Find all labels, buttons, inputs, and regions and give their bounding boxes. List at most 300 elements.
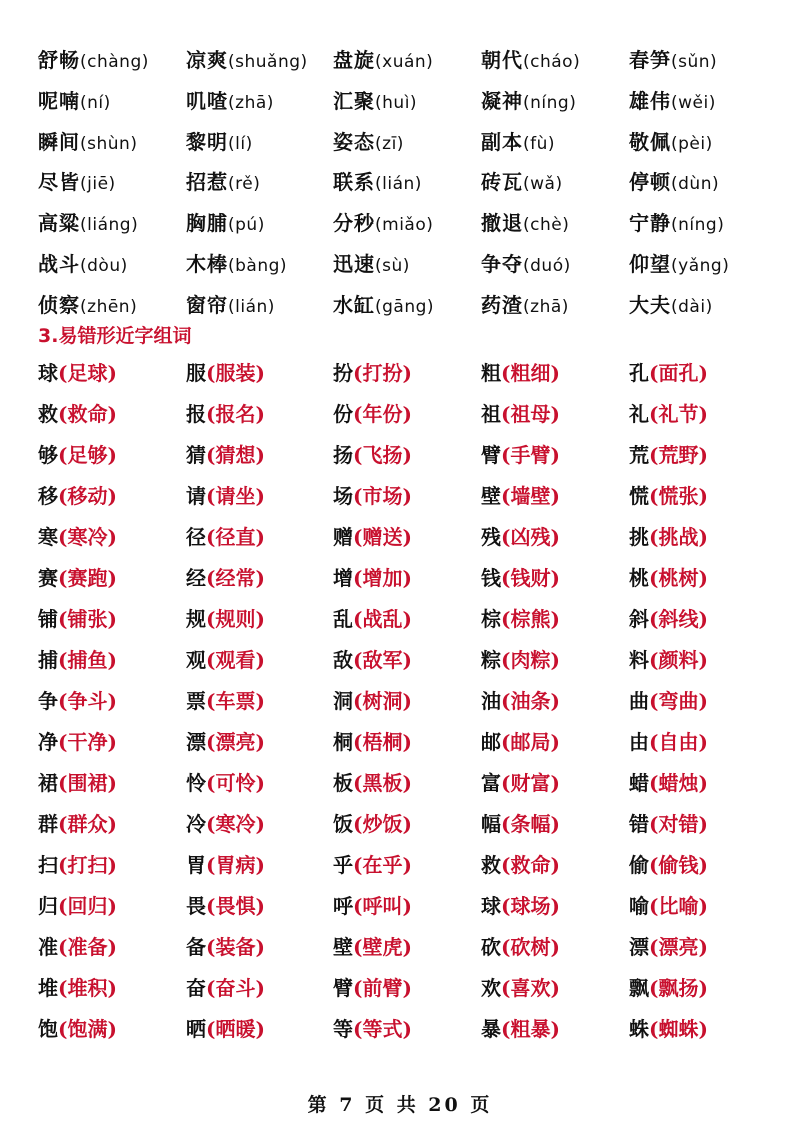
close-paren: ) bbox=[698, 730, 708, 754]
open-paren: ( bbox=[58, 976, 68, 1000]
open-paren: ( bbox=[206, 402, 216, 426]
entry-pinyin: dài bbox=[678, 296, 706, 317]
open-paren: ( bbox=[501, 935, 511, 959]
open-paren: ( bbox=[206, 443, 216, 467]
pinyin-entry bbox=[38, 162, 116, 204]
open-paren: ( bbox=[671, 215, 679, 236]
open-paren: ( bbox=[58, 525, 68, 549]
open-paren: ( bbox=[206, 894, 216, 918]
close-paren: ) bbox=[705, 133, 713, 154]
close-paren: ) bbox=[402, 402, 412, 426]
close-paren: ) bbox=[563, 255, 571, 276]
entry-character: 胃 bbox=[186, 853, 206, 877]
entry-character: 裙 bbox=[38, 771, 58, 795]
close-paren: ) bbox=[550, 566, 560, 590]
open-paren: ( bbox=[353, 812, 363, 836]
entry-pinyin: cháo bbox=[530, 52, 574, 72]
entry-character: 球 bbox=[481, 894, 501, 918]
entry-character: 粽 bbox=[481, 648, 501, 672]
entry-character: 料 bbox=[629, 648, 649, 672]
open-paren: ( bbox=[523, 174, 531, 195]
open-paren: ( bbox=[649, 402, 659, 426]
open-paren: ( bbox=[58, 730, 68, 754]
close-paren: ) bbox=[107, 1017, 117, 1041]
word-group-entry bbox=[333, 558, 412, 598]
entry-character: 捕 bbox=[38, 648, 58, 672]
word-group-entry bbox=[333, 435, 412, 475]
entry-group-word: 增加 bbox=[362, 566, 403, 590]
entry-group-word: 斜线 bbox=[658, 607, 699, 631]
open-paren: ( bbox=[353, 484, 363, 508]
entry-word: 盘旋 bbox=[333, 48, 375, 72]
entry-group-word: 壁虎 bbox=[362, 935, 403, 959]
close-paren: ) bbox=[550, 1017, 560, 1041]
entry-group-word: 弯曲 bbox=[658, 689, 699, 713]
open-paren: ( bbox=[375, 215, 383, 236]
open-paren: ( bbox=[206, 525, 216, 549]
open-paren: ( bbox=[80, 92, 88, 113]
entry-group-word: 胃病 bbox=[215, 853, 256, 877]
word-group-entry bbox=[38, 968, 117, 1008]
close-paren: ) bbox=[402, 894, 412, 918]
entry-character: 挑 bbox=[629, 525, 649, 549]
entry-pinyin: wěi bbox=[678, 92, 709, 113]
close-paren: ) bbox=[255, 566, 265, 590]
open-paren: ( bbox=[375, 92, 383, 113]
entry-character: 桃 bbox=[629, 566, 649, 590]
open-paren: ( bbox=[58, 689, 68, 713]
close-paren: ) bbox=[108, 174, 116, 195]
pinyin-entry bbox=[186, 122, 253, 164]
entry-group-word: 铺张 bbox=[67, 607, 108, 631]
close-paren: ) bbox=[107, 894, 117, 918]
open-paren: ( bbox=[353, 443, 363, 467]
close-paren: ) bbox=[402, 689, 412, 713]
open-paren: ( bbox=[353, 1017, 363, 1041]
word-group-entry bbox=[481, 722, 560, 762]
close-paren: ) bbox=[107, 607, 117, 631]
entry-word: 药渣 bbox=[481, 292, 523, 317]
entry-group-word: 飞扬 bbox=[362, 443, 403, 467]
open-paren: ( bbox=[671, 296, 679, 317]
word-group-row bbox=[38, 927, 788, 968]
word-group-entry bbox=[186, 435, 265, 475]
close-paren: ) bbox=[550, 443, 560, 467]
entry-pinyin: sǔn bbox=[678, 52, 711, 72]
pinyin-entry bbox=[38, 244, 128, 286]
word-group-row bbox=[38, 476, 788, 517]
entry-character: 赛 bbox=[38, 566, 58, 590]
entry-character: 漂 bbox=[186, 730, 206, 754]
close-paren: ) bbox=[130, 133, 138, 154]
open-paren: ( bbox=[375, 296, 383, 317]
pinyin-row bbox=[38, 122, 788, 163]
close-paren: ) bbox=[402, 443, 412, 467]
word-group-entry bbox=[38, 558, 117, 598]
entry-group-word: 准备 bbox=[67, 935, 108, 959]
open-paren: ( bbox=[58, 361, 68, 385]
entry-group-word: 请坐 bbox=[215, 484, 256, 508]
open-paren: ( bbox=[501, 812, 511, 836]
entry-character: 斜 bbox=[629, 607, 649, 631]
entry-group-word: 祖母 bbox=[510, 402, 551, 426]
entry-group-word: 蜡烛 bbox=[658, 771, 699, 795]
word-group-entry bbox=[481, 845, 560, 885]
open-paren: ( bbox=[228, 52, 236, 72]
word-group-entry bbox=[481, 681, 560, 721]
open-paren: ( bbox=[228, 215, 236, 236]
close-paren: ) bbox=[698, 361, 708, 385]
word-group-entry bbox=[186, 599, 265, 639]
word-group-entry bbox=[186, 476, 265, 516]
entry-group-word: 凶残 bbox=[510, 525, 551, 549]
entry-pinyin: lián bbox=[235, 296, 268, 317]
open-paren: ( bbox=[649, 648, 659, 672]
entry-group-word: 呼叫 bbox=[362, 894, 403, 918]
entry-pinyin: liáng bbox=[87, 215, 132, 236]
open-paren: ( bbox=[649, 976, 659, 1000]
open-paren: ( bbox=[353, 730, 363, 754]
word-group-entry bbox=[629, 722, 708, 762]
entry-pinyin: huì bbox=[382, 92, 410, 113]
word-group-entry bbox=[186, 968, 265, 1008]
open-paren: ( bbox=[671, 255, 679, 276]
entry-pinyin: jiē bbox=[87, 174, 109, 195]
word-group-row bbox=[38, 845, 788, 886]
entry-group-word: 晒暖 bbox=[215, 1017, 256, 1041]
word-group-entry bbox=[333, 886, 412, 926]
entry-word: 争夺 bbox=[481, 251, 523, 276]
close-paren: ) bbox=[255, 402, 265, 426]
open-paren: ( bbox=[649, 525, 659, 549]
word-group-entry bbox=[186, 722, 265, 762]
entry-group-word: 礼节 bbox=[658, 402, 699, 426]
word-group-entry bbox=[38, 517, 117, 557]
entry-group-word: 足够 bbox=[67, 443, 108, 467]
close-paren: ) bbox=[255, 525, 265, 549]
entry-pinyin: sù bbox=[382, 255, 403, 276]
entry-character: 怜 bbox=[186, 771, 206, 795]
close-paren: ) bbox=[107, 525, 117, 549]
entry-character: 救 bbox=[38, 402, 58, 426]
open-paren: ( bbox=[649, 607, 659, 631]
entry-character: 饭 bbox=[333, 812, 353, 836]
open-paren: ( bbox=[58, 607, 68, 631]
entry-character: 增 bbox=[333, 566, 353, 590]
entry-character: 堆 bbox=[38, 976, 58, 1000]
entry-word: 停顿 bbox=[629, 170, 671, 195]
word-group-entry bbox=[629, 476, 708, 516]
close-paren: ) bbox=[245, 133, 253, 154]
word-group-entry bbox=[481, 476, 560, 516]
entry-character: 漂 bbox=[629, 935, 649, 959]
open-paren: ( bbox=[649, 484, 659, 508]
close-paren: ) bbox=[120, 255, 128, 276]
close-paren: ) bbox=[550, 648, 560, 672]
open-paren: ( bbox=[206, 1017, 216, 1041]
word-group-entry bbox=[186, 763, 265, 803]
word-group-entry bbox=[38, 804, 117, 844]
open-paren: ( bbox=[649, 1017, 659, 1041]
entry-character: 猜 bbox=[186, 443, 206, 467]
open-paren: ( bbox=[206, 648, 216, 672]
close-paren: ) bbox=[107, 771, 117, 795]
entry-character: 敌 bbox=[333, 648, 353, 672]
word-group-entry bbox=[629, 681, 708, 721]
open-paren: ( bbox=[375, 52, 383, 72]
open-paren: ( bbox=[649, 566, 659, 590]
entry-character: 洞 bbox=[333, 689, 353, 713]
close-paren: ) bbox=[550, 894, 560, 918]
pinyin-entry bbox=[629, 40, 717, 82]
open-paren: ( bbox=[501, 443, 511, 467]
open-paren: ( bbox=[353, 402, 363, 426]
open-paren: ( bbox=[206, 853, 216, 877]
entry-character: 偷 bbox=[629, 853, 649, 877]
word-group-row bbox=[38, 968, 788, 1009]
entry-word: 舒畅 bbox=[38, 48, 80, 72]
entry-character: 晒 bbox=[186, 1017, 206, 1041]
entry-character: 畏 bbox=[186, 894, 206, 918]
entry-character: 经 bbox=[186, 566, 206, 590]
entry-character: 乱 bbox=[333, 607, 353, 631]
pinyin-entry bbox=[629, 122, 713, 164]
entry-group-word: 墙壁 bbox=[510, 484, 551, 508]
entry-character: 冷 bbox=[186, 812, 206, 836]
close-paren: ) bbox=[698, 648, 708, 672]
open-paren: ( bbox=[58, 894, 68, 918]
open-paren: ( bbox=[353, 935, 363, 959]
entry-word: 叽喳 bbox=[186, 88, 228, 113]
word-group-entry bbox=[481, 394, 560, 434]
word-group-entry bbox=[333, 968, 412, 1008]
word-group-entry bbox=[629, 763, 708, 803]
open-paren: ( bbox=[501, 1017, 511, 1041]
word-group-entry bbox=[186, 394, 265, 434]
entry-group-word: 寒冷 bbox=[215, 812, 256, 836]
word-group-entry bbox=[481, 804, 560, 844]
entry-character: 曲 bbox=[629, 689, 649, 713]
open-paren: ( bbox=[649, 443, 659, 467]
open-paren: ( bbox=[80, 255, 88, 276]
word-group-entry bbox=[481, 886, 560, 926]
open-paren: ( bbox=[523, 255, 531, 276]
word-group-row bbox=[38, 517, 788, 558]
word-group-entry bbox=[333, 1009, 412, 1049]
close-paren: ) bbox=[573, 52, 581, 72]
word-group-entry bbox=[481, 927, 560, 967]
entry-pinyin: miǎo bbox=[382, 215, 427, 236]
entry-pinyin: dùn bbox=[678, 174, 712, 195]
open-paren: ( bbox=[80, 174, 88, 195]
open-paren: ( bbox=[206, 976, 216, 1000]
entry-pinyin: chàng bbox=[87, 52, 142, 72]
entry-group-word: 粗细 bbox=[510, 361, 551, 385]
close-paren: ) bbox=[255, 730, 265, 754]
word-group-table bbox=[38, 353, 788, 1050]
entry-group-word: 移动 bbox=[67, 484, 108, 508]
pinyin-entry bbox=[629, 162, 719, 204]
close-paren: ) bbox=[698, 402, 708, 426]
entry-word: 联系 bbox=[333, 170, 375, 195]
entry-character: 扫 bbox=[38, 853, 58, 877]
pinyin-entry bbox=[186, 203, 265, 245]
page-footer: 第 7 页 共 20 页 bbox=[307, 1094, 493, 1116]
entry-group-word: 群众 bbox=[67, 812, 108, 836]
close-paren: ) bbox=[402, 255, 410, 276]
pinyin-entry bbox=[333, 122, 404, 164]
close-paren: ) bbox=[402, 525, 412, 549]
entry-word: 高粱 bbox=[38, 211, 80, 236]
entry-character: 报 bbox=[186, 402, 206, 426]
word-group-entry bbox=[481, 558, 560, 598]
entry-character: 祖 bbox=[481, 402, 501, 426]
entry-group-word: 观看 bbox=[215, 648, 256, 672]
entry-group-word: 围裙 bbox=[67, 771, 108, 795]
close-paren: ) bbox=[698, 935, 708, 959]
entry-group-word: 蜘蛛 bbox=[658, 1017, 699, 1041]
entry-group-word: 桃树 bbox=[658, 566, 699, 590]
close-paren: ) bbox=[107, 730, 117, 754]
open-paren: ( bbox=[228, 296, 236, 317]
close-paren: ) bbox=[107, 935, 117, 959]
open-paren: ( bbox=[228, 255, 236, 276]
entry-group-word: 装备 bbox=[215, 935, 256, 959]
close-paren: ) bbox=[550, 607, 560, 631]
entry-word: 木棒 bbox=[186, 251, 228, 276]
open-paren: ( bbox=[206, 812, 216, 836]
entry-character: 备 bbox=[186, 935, 206, 959]
entry-word: 敬佩 bbox=[629, 129, 671, 154]
entry-character: 邮 bbox=[481, 730, 501, 754]
entry-group-word: 砍树 bbox=[510, 935, 551, 959]
close-paren: ) bbox=[107, 689, 117, 713]
close-paren: ) bbox=[569, 92, 577, 113]
close-paren: ) bbox=[255, 894, 265, 918]
close-paren: ) bbox=[562, 215, 570, 236]
word-group-entry bbox=[186, 517, 265, 557]
entry-pinyin: bàng bbox=[235, 255, 280, 276]
entry-group-word: 棕熊 bbox=[510, 607, 551, 631]
entry-group-word: 梧桐 bbox=[362, 730, 403, 754]
entry-word: 姿态 bbox=[333, 129, 375, 154]
open-paren: ( bbox=[206, 689, 216, 713]
entry-group-word: 足球 bbox=[67, 361, 108, 385]
open-paren: ( bbox=[58, 566, 68, 590]
word-group-entry bbox=[629, 640, 708, 680]
word-group-entry bbox=[629, 517, 708, 557]
entry-group-word: 肉粽 bbox=[510, 648, 551, 672]
open-paren: ( bbox=[58, 402, 68, 426]
entry-pinyin: xuán bbox=[382, 52, 427, 72]
open-paren: ( bbox=[649, 812, 659, 836]
close-paren: ) bbox=[107, 361, 117, 385]
entry-group-word: 比喻 bbox=[658, 894, 699, 918]
entry-character: 寒 bbox=[38, 525, 58, 549]
word-group-row bbox=[38, 681, 788, 722]
close-paren: ) bbox=[107, 812, 117, 836]
close-paren: ) bbox=[550, 525, 560, 549]
close-paren: ) bbox=[141, 52, 149, 72]
word-group-entry bbox=[629, 886, 708, 926]
pinyin-entry bbox=[38, 122, 137, 164]
word-group-row bbox=[38, 763, 788, 804]
close-paren: ) bbox=[550, 853, 560, 877]
open-paren: ( bbox=[80, 215, 88, 236]
word-group-entry bbox=[186, 886, 265, 926]
entry-character: 慌 bbox=[629, 484, 649, 508]
pinyin-entry bbox=[629, 81, 716, 123]
pinyin-entry bbox=[481, 285, 569, 327]
open-paren: ( bbox=[228, 133, 236, 154]
open-paren: ( bbox=[649, 361, 659, 385]
open-paren: ( bbox=[58, 853, 68, 877]
entry-character: 请 bbox=[186, 484, 206, 508]
open-paren: ( bbox=[523, 296, 531, 317]
word-group-entry bbox=[481, 353, 560, 393]
entry-character: 飘 bbox=[629, 976, 649, 1000]
entry-character: 砍 bbox=[481, 935, 501, 959]
word-group-row bbox=[38, 394, 788, 435]
pinyin-entry bbox=[481, 122, 555, 164]
entry-group-word: 油条 bbox=[510, 689, 551, 713]
entry-character: 孔 bbox=[629, 361, 649, 385]
open-paren: ( bbox=[80, 296, 88, 317]
entry-group-word: 树洞 bbox=[362, 689, 403, 713]
open-paren: ( bbox=[671, 92, 679, 113]
pinyin-row bbox=[38, 162, 788, 203]
entry-group-word: 回归 bbox=[67, 894, 108, 918]
entry-group-word: 粗暴 bbox=[510, 1017, 551, 1041]
open-paren: ( bbox=[523, 215, 531, 236]
word-group-entry bbox=[186, 927, 265, 967]
word-group-entry bbox=[38, 476, 117, 516]
pinyin-entry bbox=[38, 203, 138, 245]
entry-pinyin: lí bbox=[235, 133, 246, 154]
pinyin-row bbox=[38, 244, 788, 285]
word-group-entry bbox=[629, 1009, 708, 1049]
close-paren: ) bbox=[698, 812, 708, 836]
open-paren: ( bbox=[649, 894, 659, 918]
word-group-row bbox=[38, 435, 788, 476]
entry-word: 凝神 bbox=[481, 88, 523, 113]
entry-pinyin: dòu bbox=[87, 255, 121, 276]
entry-group-word: 等式 bbox=[362, 1017, 403, 1041]
entry-group-word: 饱满 bbox=[67, 1017, 108, 1041]
entry-group-word: 救命 bbox=[510, 853, 551, 877]
entry-group-word: 慌张 bbox=[658, 484, 699, 508]
entry-pinyin: lián bbox=[382, 174, 415, 195]
entry-pinyin: níng bbox=[530, 92, 570, 113]
open-paren: ( bbox=[353, 853, 363, 877]
close-paren: ) bbox=[550, 771, 560, 795]
close-paren: ) bbox=[255, 853, 265, 877]
close-paren: ) bbox=[698, 689, 708, 713]
word-group-entry bbox=[38, 722, 117, 762]
pinyin-entry bbox=[186, 162, 260, 204]
entry-character: 扬 bbox=[333, 443, 353, 467]
close-paren: ) bbox=[550, 812, 560, 836]
close-paren: ) bbox=[710, 52, 718, 72]
open-paren: ( bbox=[523, 52, 531, 72]
pinyin-entry bbox=[333, 40, 433, 82]
entry-group-word: 可怜 bbox=[215, 771, 256, 795]
entry-group-word: 服装 bbox=[215, 361, 256, 385]
open-paren: ( bbox=[58, 484, 68, 508]
open-paren: ( bbox=[206, 935, 216, 959]
word-group-entry bbox=[186, 845, 265, 885]
entry-character: 票 bbox=[186, 689, 206, 713]
